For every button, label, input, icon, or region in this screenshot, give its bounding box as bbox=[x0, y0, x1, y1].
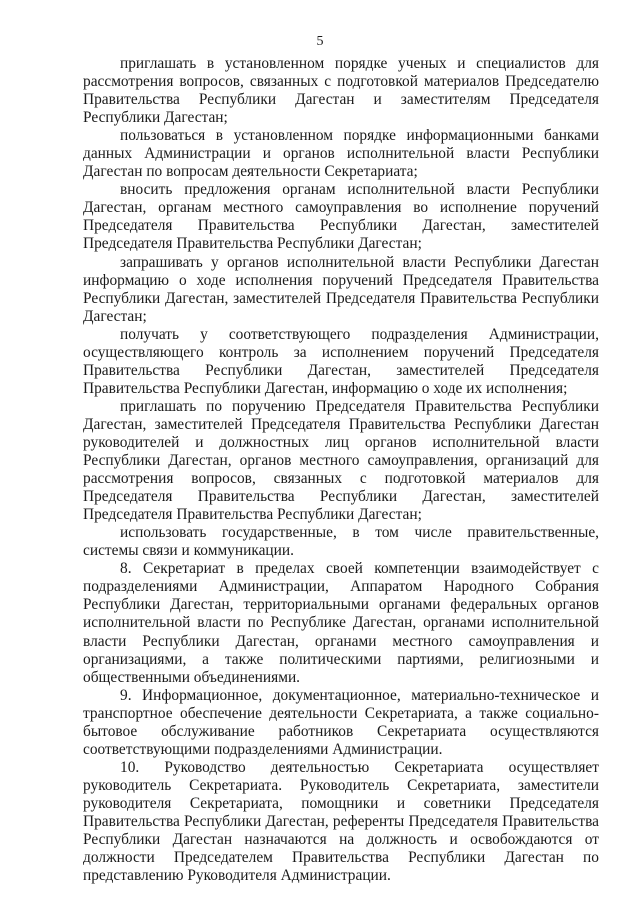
paragraph-receive-execution-info: получать у соответствующего подразделения Администрации, осуществляющего контроль за исполнением поручений Председателя Правительства Республики Дагестан, заместителей Председателя Правительства Республики Дагестан, информацию о ходе их исполнения; bbox=[83, 325, 599, 397]
paragraph-section-9: 9. Информационное, документационное, материально-техническое и транспортное обеспечение деятельности Секретариата, а также социально-бытовое обслуживание работников Секретариата осуществляются соответствующими подразделениями Администрации. bbox=[83, 686, 599, 758]
paragraph-use-communication-systems: использовать государственные, в том числе правительственные, системы связи и коммуникации. bbox=[83, 524, 599, 560]
paragraph-section-10: 10. Руководство деятельностью Секретариата осуществляет руководитель Секретариата. Руководитель Секретариата, заместители руководителя Секретариата, помощники и советники Председателя Правительства Республики Дагестан, референты Председателя Правительства Республики Дагестан назначаются на должность и освобождаются от должности Председателем Правительства Республики Дагестан по представлению Руководителя Администрации. bbox=[83, 758, 599, 885]
paragraph-request-information: запрашивать у органов исполнительной власти Республики Дагестан информацию о ходе исполнения поручений Председателя Правительства Республики Дагестан, заместителей Председателя Правительства Республики Дагестан; bbox=[83, 253, 599, 325]
page-number: 5 bbox=[316, 34, 324, 49]
paragraph-section-8: 8. Секретариат в пределах своей компетенции взаимодействует с подразделениями Администрации, Аппаратом Народного Собрания Республики Дагестан, территориальными органами федеральных органов исполнительной власти по Республике Дагестан, органами исполнительной власти Республики Дагестан, органами местного самоуправления и организациями, а также политическими партиями, религиозными и общественными объединениями. bbox=[83, 560, 599, 686]
paragraph-use-data-banks: пользоваться в установленном порядке информационными банками данных Администрации и органов исполнительной власти Республики Дагестан по вопросам деятельности Секретариата; bbox=[83, 127, 599, 181]
paragraph-invite-officials: приглашать по поручению Председателя Правительства Республики Дагестан, заместителей Председателя Правительства Республики Дагестан руководителей и должностных лиц органов исполнительной власти Республики Дагестан, органов местного самоуправления, организаций для рассмотрения вопросов, связанных с подготовкой материалов для Председателя Правительства Республики Дагестан, заместителей Председателя Правительства Республики Дагестан; bbox=[83, 397, 599, 524]
document-body bbox=[83, 55, 599, 885]
paragraph-invite-scientists: приглашать в установленном порядке ученых и специалистов для рассмотрения вопросов, связанных с подготовкой материалов Председателю Правительства Республики Дагестан и заместителям Председателя Республики Дагестан; bbox=[83, 55, 599, 127]
paragraph-make-proposals: вносить предложения органам исполнительной власти Республики Дагестан, органам местного самоуправления во исполнение поручений Председателя Правительства Республики Дагестан, заместителей Председателя Правительства Республики Дагестан; bbox=[83, 181, 599, 253]
